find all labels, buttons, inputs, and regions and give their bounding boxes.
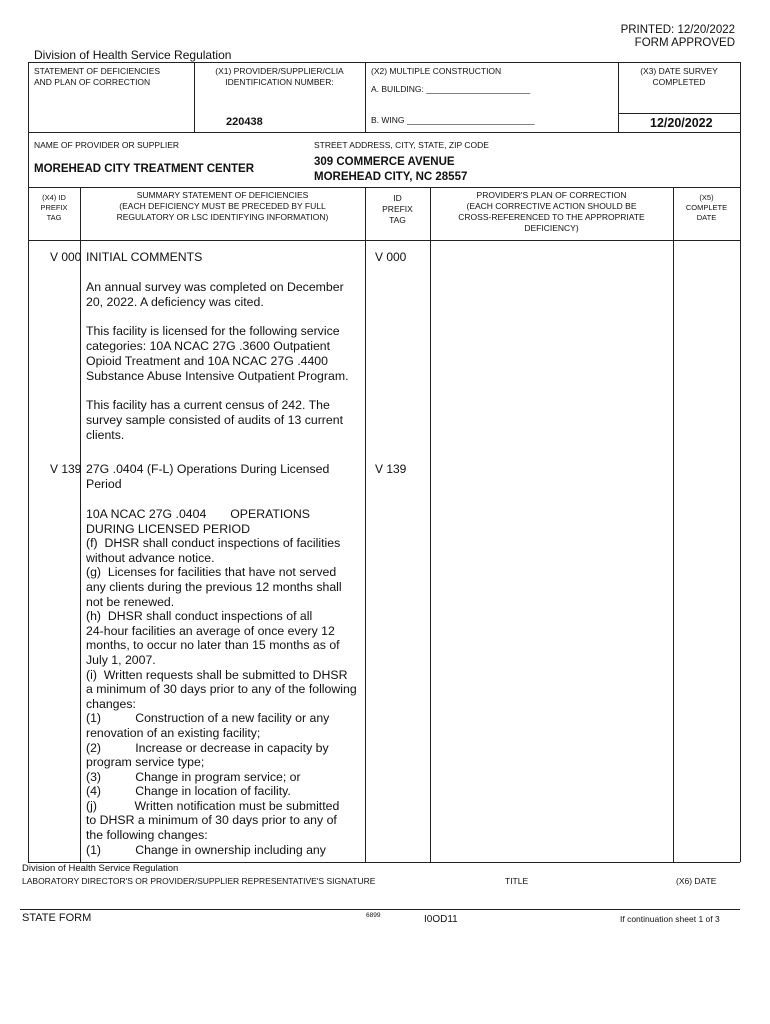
row-title: INITIAL COMMENTS	[86, 250, 203, 264]
footer-division: Division of Health Service Regulation	[22, 863, 179, 874]
id-header: ID PREFIX TAG	[382, 193, 413, 225]
provider-label: NAME OF PROVIDER OR SUPPLIER	[34, 140, 179, 150]
statement-label: STATEMENT OF DEFICIENCIES AND PLAN OF CORRECTION	[34, 66, 161, 87]
summary-header: SUMMARY STATEMENT OF DEFICIENCIES (EACH DEFICIENCY MUST BE PRECEDED BY FULL REGULATORY OR LSC IDENTIFYING INFORMATION)	[116, 190, 329, 222]
row-tag: V 000	[50, 250, 82, 264]
x4-header: (X4) ID PREFIX TAG	[40, 193, 68, 222]
form-approved: FORM APPROVED	[634, 37, 735, 49]
row-id-tag: V 139	[375, 462, 407, 476]
x5-header: (X5) COMPLETE DATE	[685, 193, 728, 222]
print-info	[621, 24, 735, 50]
signature-label: LABORATORY DIRECTOR'S OR PROVIDER/SUPPLIER REPRESENTATIVE'S SIGNATURE	[22, 876, 376, 886]
provider-name: MOREHEAD CITY TREATMENT CENTER	[34, 163, 254, 175]
row-id-tag: V 000	[375, 250, 407, 264]
plan-header: PROVIDER'S PLAN OF CORRECTION (EACH CORRECTIVE ACTION SHOULD BE CROSS-REFERENCED TO THE APPROPRIATE DEFICIENCY)	[458, 190, 645, 233]
initial-comments-text: An annual survey was completed on December 20, 2022. A deficiency was cited. This facility is licensed for the following service categories: 10A NCAC 27G .3600 Outpatient Opioid Treatment and 10A NCAC 27G .4400 Substance Abuse Intensive Outpatient Program. This facility has a current census of 242. The survey sample consisted of audits of 13 current clients.	[86, 280, 349, 442]
x2-label: (X2) MULTIPLE CONSTRUCTION	[371, 66, 502, 76]
continuation-label: If continuation sheet 1 of 3	[620, 914, 720, 924]
address-label: STREET ADDRESS, CITY, STATE, ZIP CODE	[314, 140, 489, 150]
title-label: TITLE	[505, 876, 529, 886]
x2-wing: B. WING ___________________________	[371, 115, 535, 125]
provider-address: 309 COMMERCE AVENUE MOREHEAD CITY, NC 28557	[314, 156, 468, 183]
state-form: STATE FORM	[22, 912, 92, 924]
printed-date: PRINTED: 12/20/2022	[620, 24, 735, 36]
row-title: 27G .0404 (F-L) Operations During Licensed Period	[86, 462, 330, 491]
row-tag: V 139	[50, 462, 82, 476]
provider-id: 220438	[226, 116, 263, 128]
division-title: Division of Health Service Regulation	[34, 48, 232, 62]
date-label: (X6) DATE	[676, 876, 717, 886]
x1-label: (X1) PROVIDER/SUPPLIER/CLIA IDENTIFICATION NUMBER:	[215, 66, 344, 87]
event-id: I0OD11	[424, 914, 458, 925]
x3-label: (X3) DATE SURVEY COMPLETED	[640, 66, 718, 87]
regulation-text: 10A NCAC 27G .0404 OPERATIONS DURING LICENSED PERIOD (f) DHSR shall conduct inspections of facilities without advance notice. (g) Licenses for facilities that have not served any clients during the previous 12 months shall not be renewed. (h) DHSR shall conduct inspections of all 24-hour facilities an average of once every 12 months, to occur no later than 15 months as of July 1, 2007. (i) Written requests shall be submitted to DHSR a minimum of 30 days prior to any of the following changes: (1) Construction of a new facility or any renovation of an existing facility; (2) Increase or decrease in capacity by program service type; (3) Change in program service; or (4) Change in location of facility. (j) Written notification must be submitted to DHSR a minimum of 30 days prior to any of the following changes: (1) Change in ownership including any	[86, 507, 357, 857]
x2-building: A. BUILDING: ______________________	[371, 84, 531, 94]
survey-date: 12/20/2022	[650, 116, 713, 130]
form-number: 6899	[366, 912, 381, 919]
